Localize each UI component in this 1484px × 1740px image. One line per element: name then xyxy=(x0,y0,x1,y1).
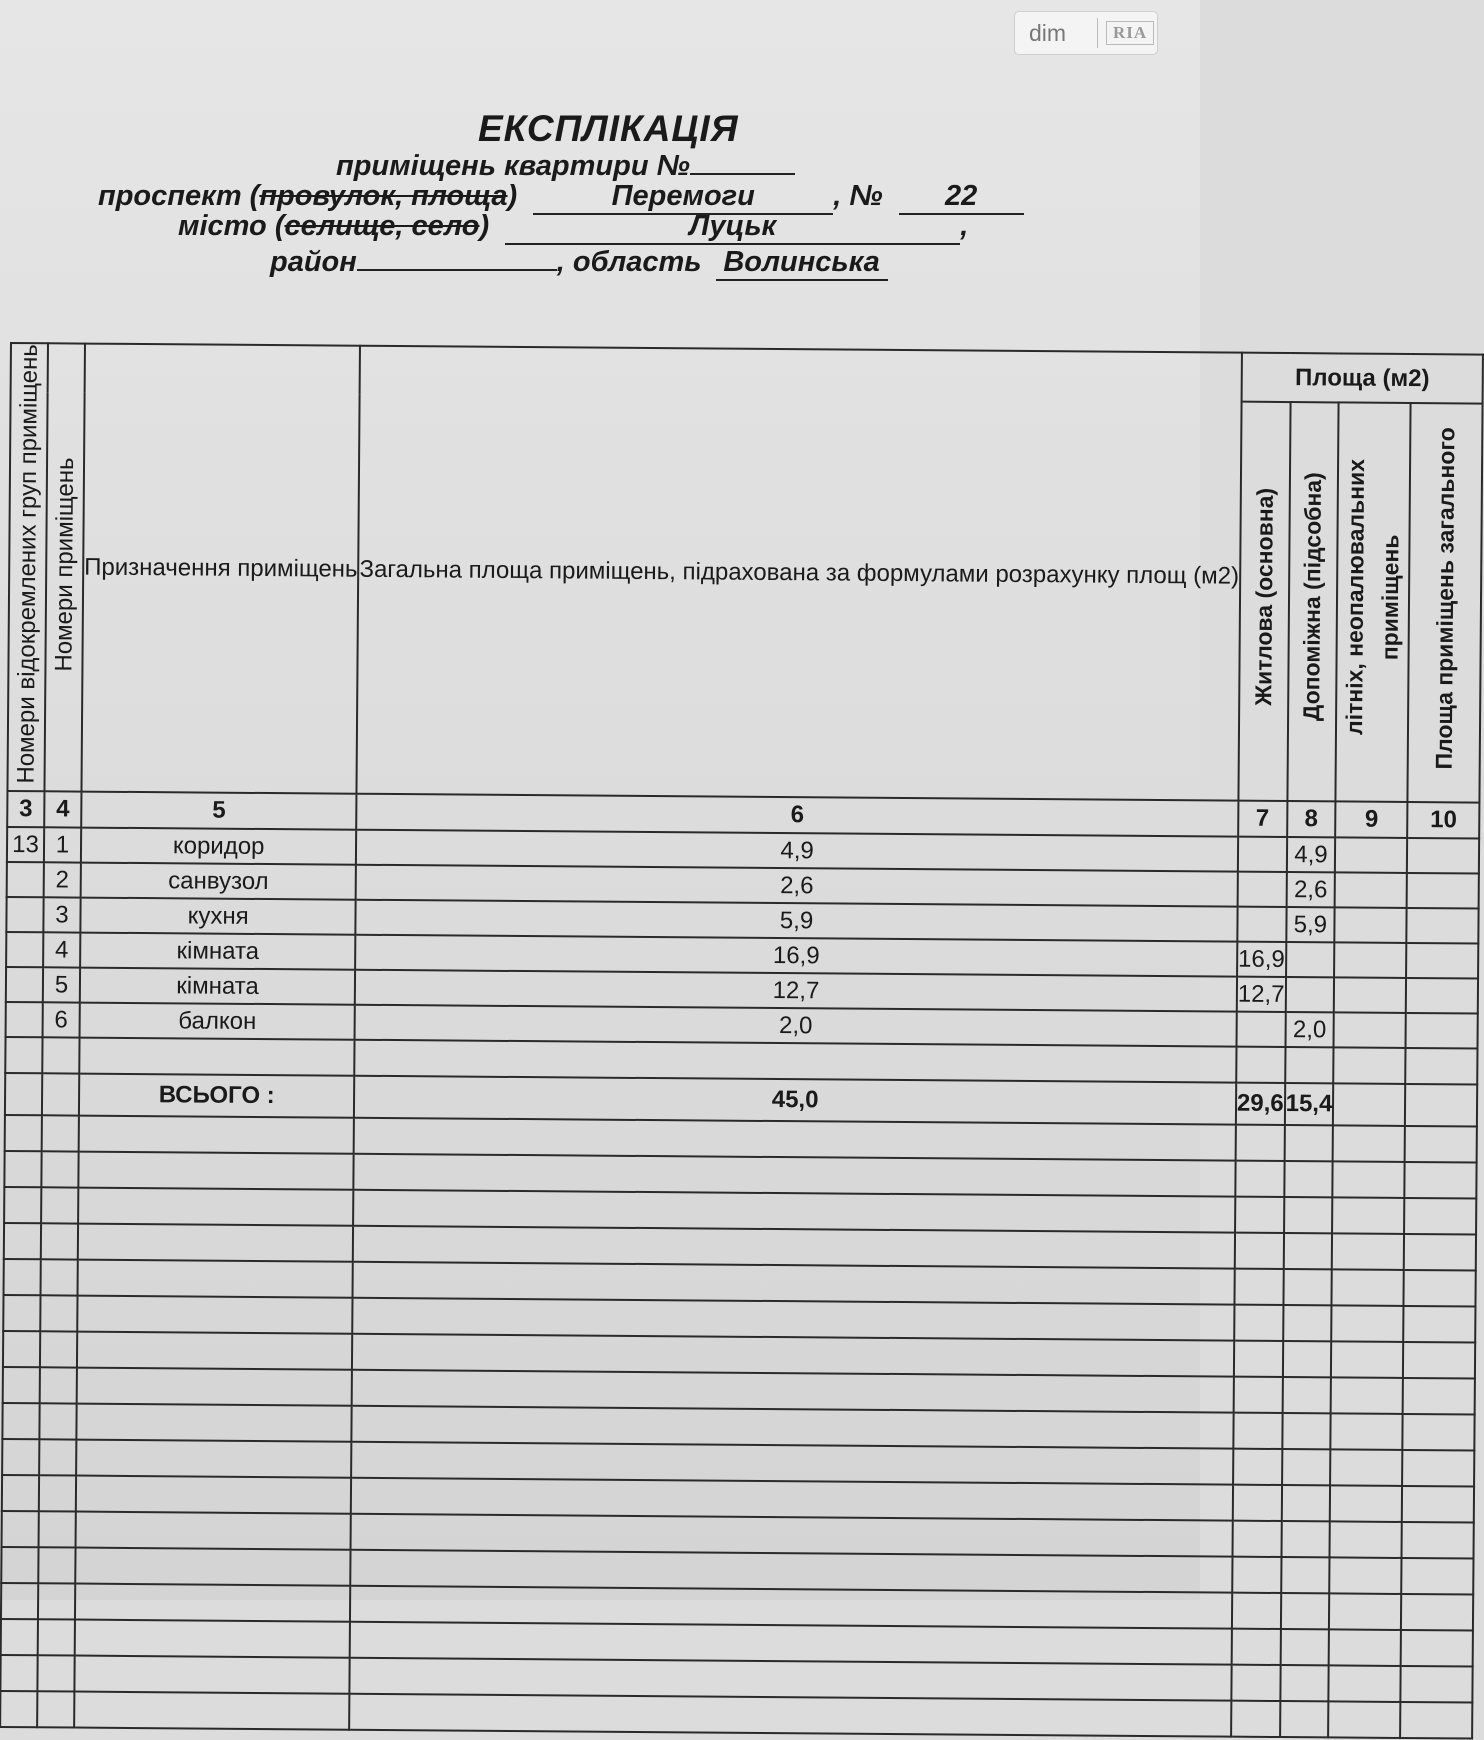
total-area-sum: 45,0 xyxy=(354,1076,1236,1125)
city-type-label: місто ( xyxy=(178,210,285,242)
column-header-living: Житлова (основна) xyxy=(1238,402,1290,802)
auxiliary-area-sum: 15,4 xyxy=(1284,1083,1333,1125)
group-number-cell xyxy=(6,932,43,967)
house-label: , № xyxy=(833,180,883,212)
total-area-cell: 2,6 xyxy=(356,865,1238,907)
struck-settlement-types: селище, село xyxy=(284,210,480,242)
summer-area-cell xyxy=(1334,1013,1406,1049)
column-header-group-numbers: Номери відокремлених груп приміщень xyxy=(7,343,48,792)
region-field: Волинська xyxy=(716,247,888,281)
living-area-cell: 16,9 xyxy=(1237,942,1286,977)
total-area-cell: 16,9 xyxy=(355,935,1237,977)
living-area-sum: 29,6 xyxy=(1236,1083,1285,1125)
living-area-cell xyxy=(1238,837,1287,872)
room-number-cell: 2 xyxy=(44,863,81,898)
room-purpose-cell: кімната xyxy=(80,968,356,1005)
column-number: 6 xyxy=(356,794,1238,837)
column-header-total-area: Загальна площа приміщень, підрахована за формулами розрахунку площ (м2) xyxy=(357,346,1242,801)
column-header-room-numbers: Номери приміщень xyxy=(44,343,85,792)
summer-area-cell xyxy=(1335,838,1407,874)
summer-area-cell xyxy=(1335,873,1407,909)
dimria-watermark xyxy=(1014,11,1158,55)
living-area-cell xyxy=(1236,1012,1285,1047)
total-label: ВСЬОГО : xyxy=(79,1074,355,1118)
common-area-cell xyxy=(1406,978,1478,1014)
column-number: 10 xyxy=(1407,802,1479,839)
city-type-close: ) xyxy=(479,210,490,242)
blank-rows xyxy=(0,1115,1477,1739)
column-header-common: Площа приміщень загального xyxy=(1408,403,1483,803)
ria-logo: RIA xyxy=(1106,21,1154,45)
auxiliary-area-cell: 5,9 xyxy=(1286,907,1335,942)
column-number: 7 xyxy=(1238,801,1287,837)
total-area-cell: 12,7 xyxy=(355,970,1237,1012)
common-area-cell xyxy=(1407,838,1479,874)
room-purpose-cell: кімната xyxy=(80,933,356,970)
room-purpose-cell: санвузол xyxy=(81,863,357,900)
table-header-row xyxy=(11,343,1484,404)
auxiliary-area-cell: 2,0 xyxy=(1285,1012,1334,1047)
column-header-summer: літніх, неопалювальних приміщень xyxy=(1336,402,1411,802)
living-area-cell xyxy=(1237,872,1286,907)
auxiliary-area-cell: 2,6 xyxy=(1286,872,1335,907)
room-number-cell: 1 xyxy=(44,828,81,863)
area-group-header: Площа (м2) xyxy=(1241,353,1483,404)
room-number-cell: 6 xyxy=(43,1003,80,1038)
column-header-auxiliary: Допоміжна (підсобна) xyxy=(1287,402,1339,802)
summer-area-cell xyxy=(1335,908,1407,944)
column-number: 4 xyxy=(44,792,81,828)
struck-street-types: провулок, площа xyxy=(259,180,508,212)
room-number-cell: 3 xyxy=(43,898,80,933)
street-name-field: Перемоги xyxy=(533,181,833,215)
summer-area-cell xyxy=(1334,978,1406,1014)
room-purpose-cell: коридор xyxy=(81,828,357,865)
street-type-label: проспект ( xyxy=(98,180,260,212)
column-number: 9 xyxy=(1335,802,1407,839)
living-area-cell xyxy=(1237,907,1286,942)
watermark-divider xyxy=(1097,18,1098,48)
auxiliary-area-cell xyxy=(1285,977,1334,1012)
group-number-cell xyxy=(6,897,43,932)
column-number: 8 xyxy=(1287,801,1336,837)
group-number-cell xyxy=(7,862,44,897)
room-purpose-cell: балкон xyxy=(80,1003,356,1040)
auxiliary-area-cell: 4,9 xyxy=(1286,837,1335,872)
city-line-end: , xyxy=(960,210,969,242)
explication-table xyxy=(0,342,1484,1740)
summer-area-cell xyxy=(1334,943,1406,979)
column-number: 5 xyxy=(81,792,357,830)
city-line xyxy=(178,210,968,245)
watermark-brand: dim xyxy=(1029,19,1067,46)
house-number-field: 22 xyxy=(899,181,1024,215)
common-area-cell xyxy=(1407,873,1479,909)
document-title: ЕКСПЛІКАЦІЯ xyxy=(478,108,739,149)
group-number-cell: 13 xyxy=(7,827,44,862)
apartment-line xyxy=(336,150,795,183)
total-area-cell: 4,9 xyxy=(356,830,1238,872)
room-number-cell: 5 xyxy=(43,968,80,1003)
total-area-cell: 2,0 xyxy=(355,1005,1237,1047)
room-number-cell: 4 xyxy=(43,933,80,968)
common-area-cell xyxy=(1406,943,1478,979)
group-number-cell xyxy=(6,1002,43,1037)
apartment-number-field xyxy=(690,173,795,175)
city-name-field: Луцьк xyxy=(505,211,960,245)
auxiliary-area-cell xyxy=(1286,942,1335,977)
apartment-label: приміщень квартири № xyxy=(336,150,690,182)
district-label: район xyxy=(270,246,357,278)
column-header-room-purpose: Призначення приміщень xyxy=(81,344,360,795)
district-line xyxy=(270,246,888,281)
region-label: , область xyxy=(556,246,702,278)
common-area-cell xyxy=(1406,1013,1478,1049)
group-number-cell xyxy=(6,967,43,1002)
living-area-cell: 12,7 xyxy=(1237,977,1286,1012)
common-area-cell xyxy=(1407,908,1479,944)
column-number: 3 xyxy=(7,791,44,827)
district-field xyxy=(357,269,557,271)
total-area-cell: 5,9 xyxy=(356,900,1238,942)
room-purpose-cell: кухня xyxy=(80,898,356,935)
street-type-close: ) xyxy=(507,180,518,212)
